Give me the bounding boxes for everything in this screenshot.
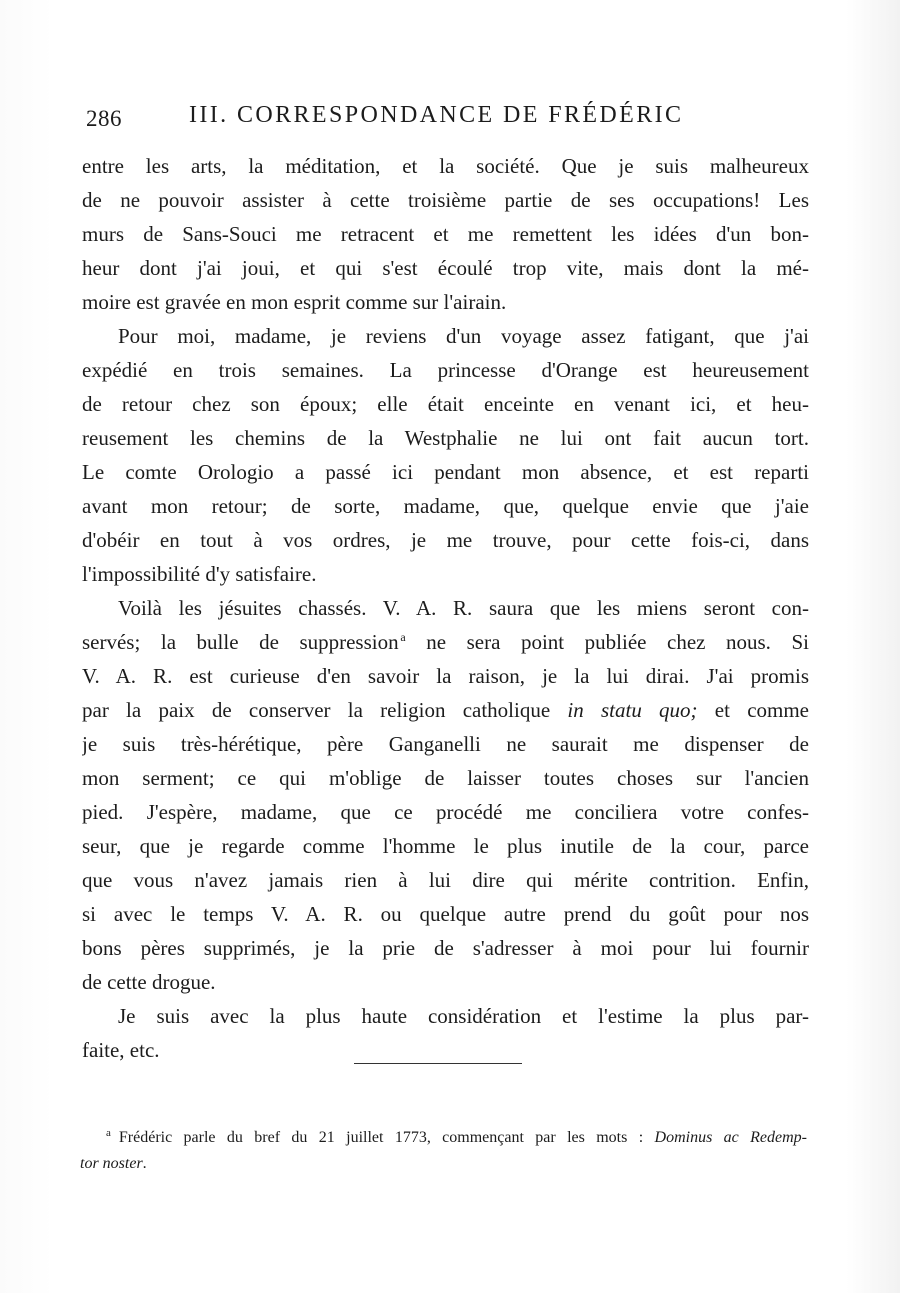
text-line: bons pères supprimés, je la prie de s'adresser à moi pour lui fournir [82, 936, 809, 960]
text-line: heur dont j'ai joui, et qui s'est écoulé trop vite, mais dont la mé- [82, 256, 809, 280]
text-line: de retour chez son époux; elle était enceinte en venant ici, et heu- [82, 392, 809, 416]
text-segment: servés; la bulle de suppression [82, 630, 399, 654]
text-line: V. A. R. est curieuse d'en savoir la raison, je la lui dirai. J'ai promis [82, 664, 809, 688]
text-segment: et comme [697, 698, 809, 722]
text-line: entre les arts, la méditation, et la société. Que je suis malheureux [82, 154, 809, 178]
text-line: de ne pouvoir assister à cette troisième partie de ses occupations! Les [82, 188, 809, 212]
running-head [86, 102, 726, 136]
latin-phrase: in statu quo; [567, 698, 698, 722]
text-segment: ne sera point publiée chez nous. Si [405, 630, 809, 654]
paragraph-1 [82, 149, 809, 319]
text-line: Pour moi, madame, je reviens d'un voyage assez fatigant, que j'ai [118, 324, 809, 348]
paragraph-2 [82, 319, 809, 591]
text-line: expédié en trois semaines. La princesse d'Orange est heureusement [82, 358, 809, 382]
running-title: III. CORRESPONDANCE DE FRÉDÉRIC [189, 102, 684, 128]
paragraph-3 [82, 591, 809, 999]
text-line: Voilà les jésuites chassés. V. A. R. saura que les miens seront con- [118, 596, 809, 620]
text-line: Je suis avec la plus haute considération et l'estime la plus par- [118, 1004, 809, 1028]
footnote-latin: tor noster [80, 1155, 143, 1172]
footnote-marker: a [106, 1127, 111, 1139]
text-line: moire est gravée en mon esprit comme sur l'airain. [82, 290, 507, 314]
text-line: de cette drogue. [82, 970, 216, 994]
paragraph-4 [82, 999, 809, 1067]
footnote-text: Frédéric parle du bref du 21 juillet 1773, commençant par les mots : [118, 1129, 655, 1146]
footnote-text: . [142, 1155, 147, 1172]
text-line: avant mon retour; de sorte, madame, que, quelque envie que j'aie [82, 494, 809, 518]
text-line: Le comte Orologio a passé ici pendant mon absence, et est reparti [82, 460, 809, 484]
text-line: reusement les chemins de la Westphalie ne lui ont fait aucun tort. [82, 426, 809, 450]
text-line: je suis très-hérétique, père Ganganelli ne saurait me dispenser de [82, 732, 809, 756]
letter-body [82, 149, 809, 1067]
text-line: pied. J'espère, madame, que ce procédé me conciliera votre confes- [82, 800, 809, 824]
text-line [82, 625, 809, 659]
footnote-latin: Dominus ac Redemp- [654, 1129, 807, 1146]
text-segment: par la paix de conserver la religion catholique [82, 698, 568, 722]
text-line [82, 693, 809, 727]
text-line: que vous n'avez jamais rien à lui dire qui mérite contrition. Enfin, [82, 868, 809, 892]
text-line: d'obéir en tout à vos ordres, je me trouve, pour cette fois-ci, dans [82, 528, 809, 552]
text-line: l'impossibilité d'y satisfaire. [82, 562, 317, 586]
footnote-line [80, 1151, 807, 1177]
text-line: murs de Sans-Souci me retracent et me remettent les idées d'un bon- [82, 222, 809, 246]
footnote-reference: a [400, 630, 406, 644]
page-number: 286 [86, 106, 122, 131]
footnote [80, 1125, 807, 1177]
text-line: faite, etc. [82, 1038, 160, 1062]
footnote-line [80, 1125, 807, 1151]
text-line: mon serment; ce qui m'oblige de laisser toutes choses sur l'ancien [82, 766, 809, 790]
text-line: seur, que je regarde comme l'homme le plus inutile de la cour, parce [82, 834, 809, 858]
section-divider [354, 1063, 522, 1064]
text-line: si avec le temps V. A. R. ou quelque autre prend du goût pour nos [82, 902, 809, 926]
